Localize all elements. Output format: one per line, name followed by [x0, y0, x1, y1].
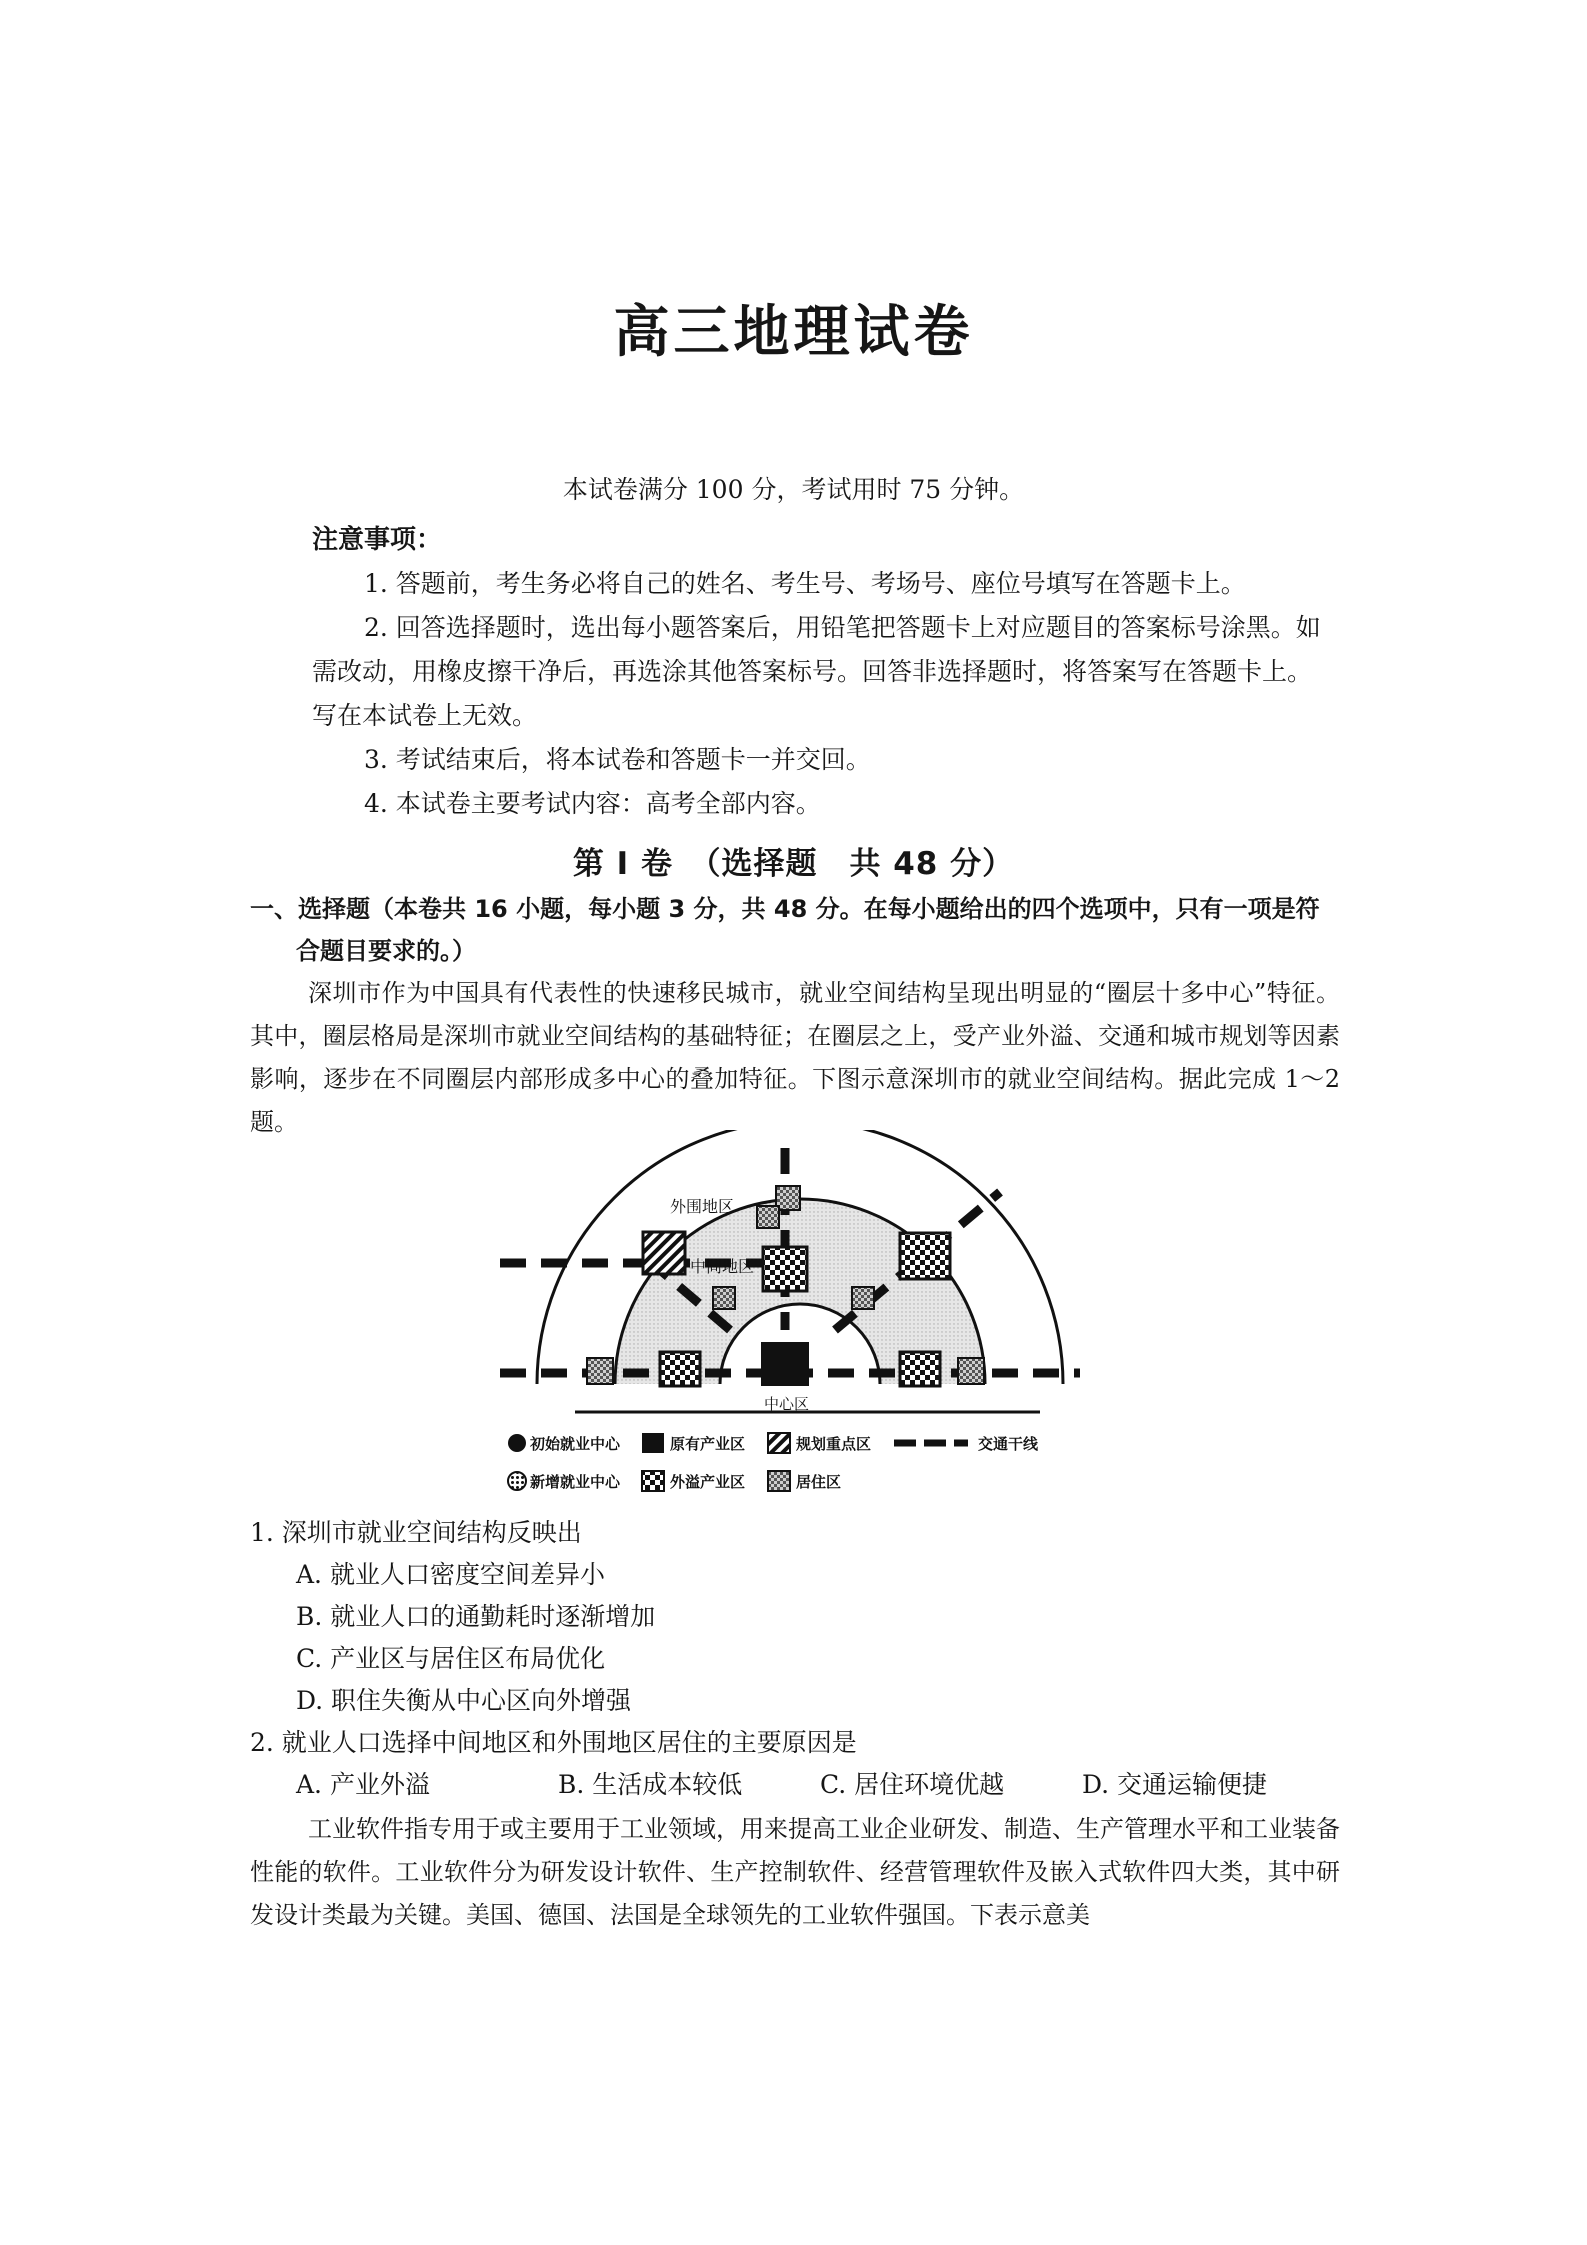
- option-c: C. 产业区与居住区布局优化: [296, 1644, 606, 1673]
- legend-label: 初始就业中心: [530, 1435, 621, 1453]
- legend-label: 原有产业区: [670, 1435, 746, 1453]
- options-row: [250, 1764, 1340, 1806]
- note-item: 2. 回答选择题时，选出每小题答案后，用铅笔把答题卡上对应题目的答案标号涂黑。如需改动，用橡皮擦干净后，再选涂其他答案标号。回答非选择题时，将答案写在答题卡上。写在本试卷上无效。: [312, 613, 1321, 730]
- planned-key-block: [643, 1232, 685, 1274]
- legend-label: 外溢产业区: [670, 1473, 746, 1491]
- option-d: D. 交通运输便捷: [1082, 1770, 1268, 1799]
- residential-block: [587, 1358, 613, 1384]
- option-c: C. 居住环境优越: [820, 1770, 1005, 1799]
- notes-block: [312, 518, 1322, 826]
- question-stem: 2. 就业人口选择中间地区和外围地区居住的主要原因是: [250, 1728, 857, 1757]
- spillover-industry-block: [763, 1247, 807, 1291]
- spillover-industry-icon: [642, 1471, 664, 1491]
- new-center-icon: [508, 1472, 526, 1490]
- original-industry-block: [761, 1342, 809, 1386]
- legend-label: 居住区: [796, 1473, 842, 1491]
- passage-1-text: 深圳市作为中国具有代表性的快速移民城市，就业空间结构呈现出明显的“圈层十多中心”特征。其中，圈层格局是深圳市就业空间结构的基础特征；在圈层之上，受产业外溢、交通和城市规划等因素影响，逐步在不同圈层内部形成多中心的叠加特征。下图示意深圳市的就业空间结构。据此完成 1～2 题。: [250, 979, 1340, 1136]
- mcq-instructions: [250, 888, 1340, 972]
- note-item: 3. 考试结束后，将本试卷和答题卡一并交回。: [364, 745, 871, 774]
- original-industry-icon: [642, 1433, 664, 1453]
- center-area-label: 中心区: [764, 1395, 810, 1413]
- note-item: 1. 答题前，考生务必将自己的姓名、考生号、考场号、座位号填写在答题卡上。: [364, 569, 1246, 598]
- legend-label: 新增就业中心: [530, 1473, 621, 1491]
- planned-key-icon: [768, 1433, 790, 1453]
- option-a: A. 产业外溢: [296, 1770, 430, 1799]
- question-1: [250, 1512, 1340, 1722]
- question-stem: 1. 深圳市就业空间结构反映出: [250, 1518, 582, 1547]
- passage-2: [250, 1808, 1340, 1937]
- spillover-industry-block: [660, 1352, 700, 1386]
- passage-1: [250, 972, 1340, 1144]
- option-b: B. 就业人口的通勤耗时逐渐增加: [296, 1602, 656, 1631]
- residential-block: [958, 1358, 984, 1384]
- legend-label: 交通干线: [978, 1435, 1039, 1453]
- residential-block: [713, 1287, 735, 1309]
- page-title: 高三地理试卷: [613, 300, 974, 365]
- spillover-industry-block: [900, 1352, 940, 1386]
- initial-center-icon: [508, 1434, 526, 1452]
- section-title: 第 Ⅰ 卷 （选择题 共 48 分）: [572, 846, 1015, 882]
- residential-block: [852, 1287, 874, 1309]
- option-d: D. 职住失衡从中心区向外增强: [296, 1686, 632, 1715]
- employment-structure-diagram: [480, 1130, 1120, 1510]
- mcq-instructions-line1: 一、选择题（本卷共 16 小题，每小题 3 分，共 48 分。在每小题给出的四个选项中，只有一项是符: [250, 895, 1320, 923]
- passage-2-text: 工业软件指专用于或主要用于工业领域，用来提高工业企业研发、制造、生产管理水平和工业装备性能的软件。工业软件分为研发设计软件、生产控制软件、经营管理软件及嵌入式软件四大类，其中研发设计类最为关键。美国、德国、法国是全球领先的工业软件强国。下表示意美: [250, 1815, 1340, 1929]
- middle-area-label: 中间地区: [690, 1257, 755, 1276]
- residential-block: [757, 1206, 779, 1228]
- note-item: 4. 本试卷主要考试内容：高考全部内容。: [364, 789, 821, 818]
- question-2: [250, 1722, 1340, 1806]
- outer-area-label: 外围地区: [670, 1197, 735, 1216]
- residential-icon: [768, 1471, 790, 1491]
- exam-subtitle: 本试卷满分 100 分，考试用时 75 分钟。: [562, 475, 1025, 504]
- notes-heading: 注意事项：: [312, 525, 443, 555]
- option-b: B. 生活成本较低: [558, 1770, 743, 1799]
- legend-label: 规划重点区: [796, 1435, 872, 1453]
- mcq-instructions-line2: 合题目要求的。）: [296, 937, 476, 965]
- option-a: A. 就业人口密度空间差异小: [296, 1560, 605, 1589]
- spillover-industry-block: [900, 1233, 950, 1279]
